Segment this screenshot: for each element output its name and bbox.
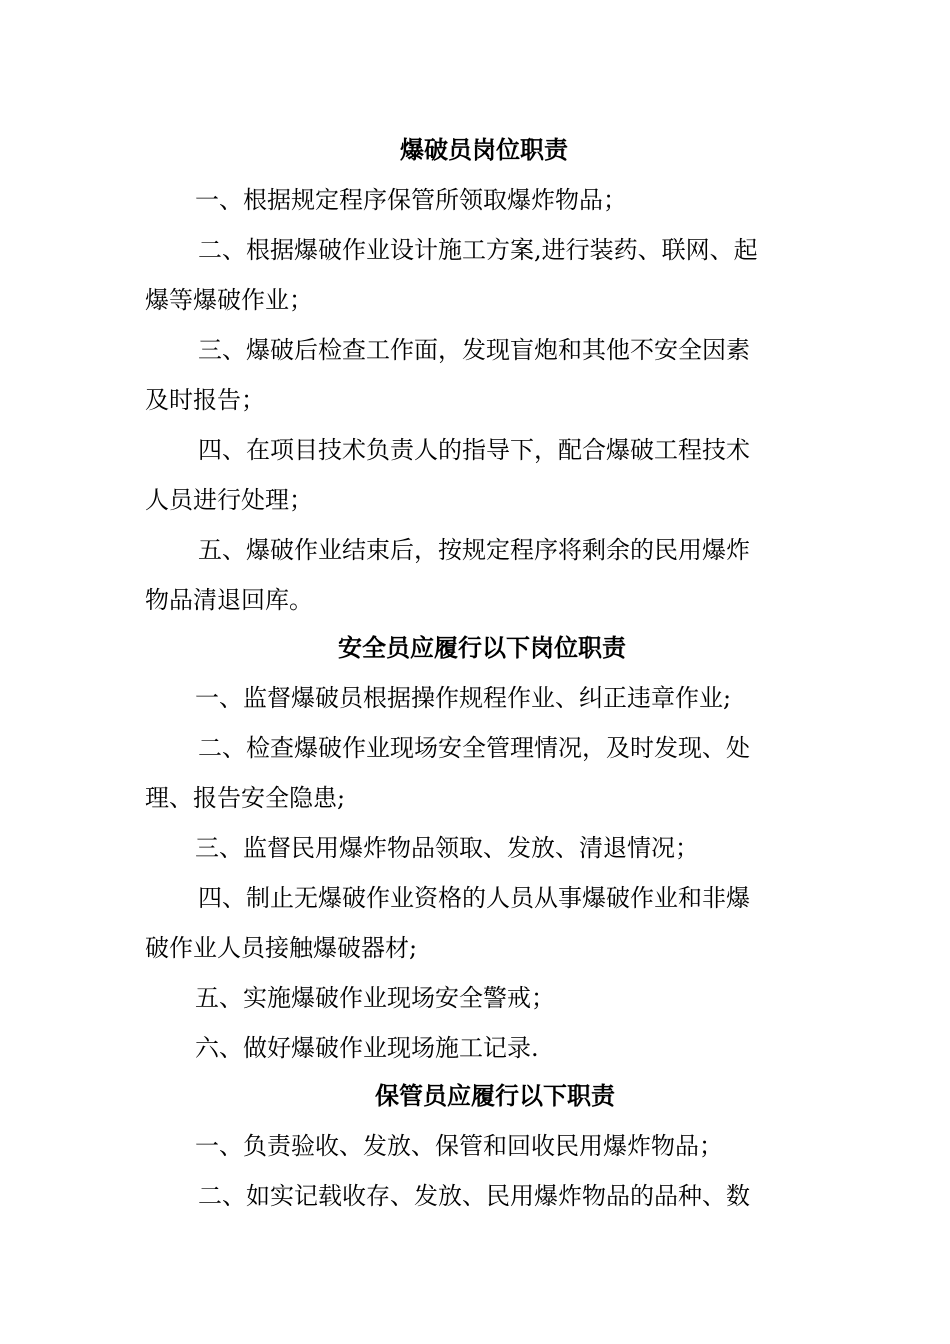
paragraph-line: 破作业人员接触爆破器材;: [145, 934, 418, 962]
paragraph-line: 二、如实记载收存、发放、民用爆炸物品的品种、数: [198, 1182, 750, 1210]
paragraph-line: 六、做好爆破作业现场施工记录.: [195, 1034, 539, 1062]
paragraph-line: 一、负责验收、发放、保管和回收民用爆炸物品；: [195, 1132, 723, 1160]
section-title-custodian: 保管员应履行以下职责: [375, 1082, 615, 1110]
section-title-safety-officer: 安全员应履行以下岗位职责: [338, 634, 626, 662]
paragraph-line: 四、制止无爆破作业资格的人员从事爆破作业和非爆: [198, 884, 750, 912]
paragraph-line: 人员进行处理；: [145, 486, 313, 514]
paragraph-line: 五、爆破作业结束后，按规定程序将剩余的民用爆炸: [198, 536, 750, 564]
paragraph-line: 一、根据规定程序保管所领取爆炸物品；: [195, 186, 627, 214]
paragraph-line: 物品清退回库。: [145, 586, 313, 614]
paragraph-line: 三、监督民用爆炸物品领取、发放、清退情况；: [195, 834, 699, 862]
paragraph-line: 一、监督爆破员根据操作规程作业、纠正违章作业;: [195, 684, 732, 712]
paragraph-line: 三、爆破后检查工作面，发现盲炮和其他不安全因素: [198, 336, 750, 364]
paragraph-line: 二、检查爆破作业现场安全管理情况，及时发现、处: [198, 734, 750, 762]
paragraph-line: 理、报告安全隐患;: [145, 784, 346, 812]
paragraph-line: 及时报告；: [145, 386, 265, 414]
section-title-blaster: 爆破员岗位职责: [400, 136, 568, 164]
paragraph-line: 爆等爆破作业；: [145, 286, 313, 314]
paragraph-line: 五、实施爆破作业现场安全警戒；: [195, 984, 555, 1012]
paragraph-line: 二、根据爆破作业设计施工方案,进行装药、联网、起: [198, 236, 758, 264]
paragraph-line: 四、在项目技术负责人的指导下，配合爆破工程技术: [198, 436, 750, 464]
